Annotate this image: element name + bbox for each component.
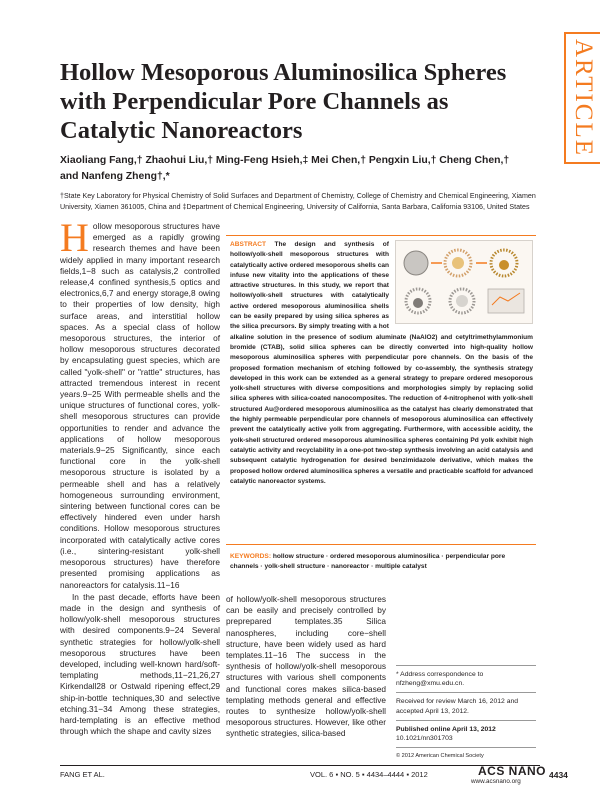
footer-pages: 4434–4444 <box>366 770 405 779</box>
received-dates: Received for review March 16, 2012 and accepted April 13, 2012. <box>396 698 519 715</box>
keywords-label: KEYWORDS: <box>230 553 272 560</box>
footer-separator: ▪ <box>335 770 339 779</box>
published-date: Published online April 13, 2012 <box>396 725 496 733</box>
footer-author: FANG ET AL. <box>60 770 105 779</box>
divider <box>396 665 536 666</box>
footer-citation <box>310 770 428 779</box>
footer-volume: VOL. 6 <box>310 770 334 779</box>
abstract-label: ABSTRACT <box>230 241 267 248</box>
abstract <box>230 240 533 487</box>
divider <box>396 692 536 693</box>
footer-rule <box>60 765 540 766</box>
affiliation: †State Key Laboratory for Physical Chemistry of Solid Surfaces and Department of Chemistry, College of Chemistry and Chemical Engineering, Xiamen University, Xiamen 361005, China and ‡Department of Chemical Engineering, University of California, Santa Barbara, California 93106, United States <box>60 192 536 211</box>
abstract-figure <box>395 240 533 324</box>
correspondence-label: * Address correspondence to <box>396 671 484 678</box>
dropcap: H <box>60 215 89 260</box>
page-number: 4434 <box>549 770 568 780</box>
article-info <box>396 661 536 761</box>
correspondence-email[interactable]: nfzheng@xmu.edu.cn. <box>396 680 465 688</box>
body-column-middle <box>226 594 386 740</box>
journal-url[interactable]: www.acsnano.org <box>471 778 521 785</box>
article-section-tab <box>564 32 600 164</box>
footer-separator: ▪ <box>361 770 365 779</box>
abstract-figure-illustration <box>396 241 532 323</box>
page-title: Hollow Mesoporous Aluminosilica Spheres with Perpendicular Pore Channels as Catalytic Nanoreactors <box>60 59 507 144</box>
author-list: Xiaoliang Fang,† Zhaohui Liu,† Ming-Feng Hsieh,‡ Mei Chen,† Pengxin Liu,† Cheng Chen,† and Nanfeng Zheng†,* <box>60 155 510 182</box>
body-column-left <box>60 215 220 737</box>
copyright: © 2012 American Chemical Society <box>396 753 484 760</box>
divider <box>396 720 536 721</box>
journal-logo: ACS NANO <box>478 764 547 778</box>
footer-number: NO. 5 <box>340 770 360 779</box>
intro-paragraph <box>60 215 220 591</box>
keywords <box>230 552 530 571</box>
intro-text: ollow mesoporous structures have emerged as a rapidly growing research themes and have been widely applied in many important research fields,1−8 such as catalysis,2 controlled release,4 confined synthesis,5 optics and electronics,6,7 and energy storage,8 owing to their properties of low density, high surface areas, and interstitial hollow spaces. As a special class of hollow mesoporous structures, the interior of hollow mesoporous structures decorated by encapsulating guest species, which are called "yolk-shell" or "rattle" structures, has attracted tremendous interest in recent years.9−25 With permeable shells and the unique structures of functional cores, yolk-shell mesoporous structures can provide opportunities to render and advance the applications of hollow mesoporous materials.9−25 Significantly, since each functional core in the yolk-shell mesoporous structure is isolated by a permeable shell and has a relatively homogeneous surrounding environment, sintering between functional cores can be effectively hindered even under harsh conditions. Hollow mesoporous structures incorporated with catalytically active cores (i.e., sintering-resistant yolk-shell mesoporous structures) have therefore presented promising applications as nanoreactors for catalysis.11−16 <box>60 221 220 590</box>
doi[interactable]: 10.1021/nn301703 <box>396 735 453 743</box>
divider <box>396 747 536 748</box>
keywords-text: hollow structure · ordered mesoporous aluminosilica · perpendicular pore channels · yolk-shell structure · nanoreactor · multiple catalyst <box>230 553 506 570</box>
body-paragraph-2: In the past decade, efforts have been made in the design and synthesis of hollow/yolk-shell mesoporous structures with desired components.9−24 Several synthetic strategies for hollow/yolk-shell mesoporous structures have been developed, including well-known hard/soft-templating methods,11−21,26,27 Kirkendall28 or Ostwald ripening effect,29 ship-in-bottle techniques,30 and selective etching.31−34 Among these strategies, hard-templating is an effective method through which the shape and cavity sizes <box>60 591 220 737</box>
article-section-label: ARTICLE <box>570 38 598 158</box>
footer-year: 2012 <box>411 770 428 779</box>
abstract-text: The design and synthesis of hollow/yolk-shell mesoporous structures with catalytically active ordered mesoporous shells can infuse new vitality into the applications of these attractive structures. In this study, we report that hollow/yolk-shell structures with catalytically active ordered mesoporous aluminosilica shells can be easily prepared by using silica spheres as the silica precursors. By simply treating with a hot alkaline solution in the presence of sodium aluminate (NaAlO2) and cetyltrimethylammonium bromide (CTAB), solid silica spheres can be directly converted into high-quality hollow mesoporous aluminosilica spheres with perpendicular pore channels. On the basis of the proposed formation mechanism of etching followed by co-assembly, the synthesis strategy developed in this work can be extended as a general strategy to prepare ordered mesoporous yolk-shell structures with diverse compositions and morphologies simply by replacing solid silica spheres with silica-coated nanocomposites. The reduction of 4-nitrophenol with yolk-shell structured Au@ordered mesoporous aluminosilica as the catalyst has clearly demonstrated that the highly permeable perpendicular pore channels of mesoporous aluminosilica can effectively prevent the catalytically active yolk from aggregating. Furthermore, with accessible acidity, the yolk-shell structured ordered mesoporous aluminosilica spheres containing Pd yolk exhibit high catalytic activity and recyclability in a one-pot two-step synthesis involving an acid catalysis and subsequent catalytic hydrogenation for desired benzimidazole derivative, which makes the proposed hollow ordered aluminosilica spheres a versatile and practicable scaffold for advanced catalytic nanoreactor systems. <box>230 241 533 485</box>
footer-separator: ▪ <box>406 770 409 779</box>
body-paragraph-3: of hollow/yolk-shell mesoporous structures can be easily and precisely controlled by preprepared templates.35 Silica nanospheres, including core−shell structure, have been widely used as hard templates.11−16 The success in the synthesis of hollow/yolk-shell mesoporous structures with various shell components and functional cores makes silica-based templating methods general and effective routes to synthesize hollow/yolk-shell mesoporous structures. However, like other synthetic strategies, silica-based <box>226 594 386 739</box>
